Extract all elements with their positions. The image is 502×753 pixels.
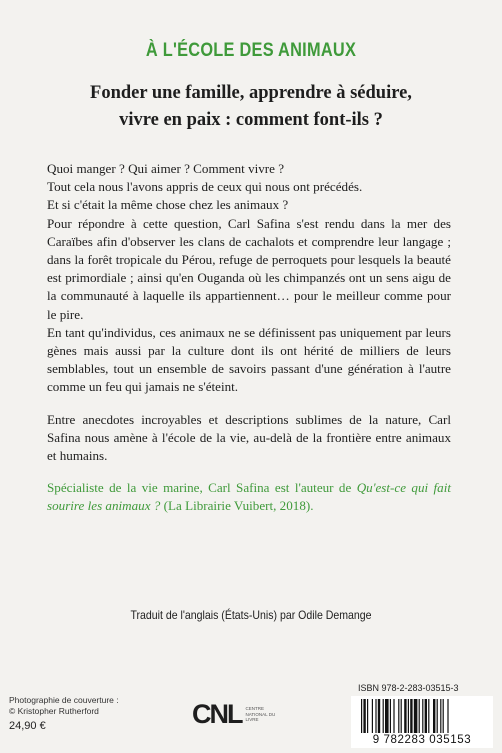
previous-book-title: Qu'est-ce qui fait sourire les animaux ? bbox=[47, 480, 451, 514]
back-cover-text bbox=[47, 160, 451, 516]
book-title: À L'ÉCOLE DES ANIMAUX bbox=[145, 40, 357, 61]
cnl-logo-caption: CENTRE NATIONAL DU LIVRE bbox=[245, 706, 276, 723]
barcode bbox=[351, 696, 493, 748]
book-subtitle bbox=[0, 80, 502, 134]
paragraph-voyages: Pour répondre à cette question, Carl Safina s'est rendu dans la mer des Caraïbes afin d'observer les clans de cachalots et comprendre leur langage ; dans la forêt tropicale du Pérou, refuge de perroquets pour lesquels la beauté est primordiale ; ainsi qu'en Ouganda où les chimpanzés ont un sens aigu de la communauté à laquelle ils appartiennent… pour le meilleur comme pour le pire. bbox=[47, 215, 451, 322]
intro-line: Et si c'était la même chose chez les animaux ? bbox=[47, 197, 289, 213]
isbn: ISBN 978-2-283-03515-3 bbox=[358, 683, 459, 693]
intro-line: Tout cela nous l'avons appris de ceux qui nous ont précédés. bbox=[47, 179, 363, 195]
author-bio bbox=[47, 479, 451, 515]
bio-text: Spécialiste de la vie marine, Carl Safina est l'auteur de bbox=[47, 480, 357, 496]
cnl-logo bbox=[192, 699, 278, 730]
subtitle-line: Fonder une famille, apprendre à séduire, bbox=[90, 83, 412, 103]
photo-credit bbox=[9, 695, 119, 716]
subtitle-line: vivre en paix : comment font-ils ? bbox=[119, 110, 383, 130]
cnl-logo-letters: CNL bbox=[192, 699, 242, 729]
photo-credit-line: Photographie de couverture : bbox=[9, 695, 119, 705]
barcode-number: 9 782283 035153 bbox=[372, 734, 472, 746]
translator-credit: Traduit de l'anglais (États-Unis) par Odile Demange bbox=[130, 608, 372, 622]
price: 24,90 € bbox=[9, 720, 46, 732]
paragraph-culture: En tant qu'individus, ces animaux ne se définissent pas uniquement par leurs gènes mais aussi par la culture dont ils ont hérité de milliers de leurs semblables, tout un ensemble de savoirs passant d'une génération à l'autre comme un feu qui jamais ne s'éteint. bbox=[47, 324, 451, 395]
barcode-bars bbox=[361, 699, 483, 733]
intro-line: Quoi manger ? Qui aimer ? Comment vivre ? bbox=[47, 161, 285, 176]
paragraph-summary: Entre anecdotes incroyables et descriptions sublimes de la nature, Carl Safina nous amène à l'école de la vie, au-delà de la frontière entre animaux et humains. bbox=[47, 411, 451, 464]
bio-publisher: (La Librairie Vuibert, 2018). bbox=[160, 498, 314, 514]
photo-credit-line: © Kristopher Rutherford bbox=[9, 705, 99, 716]
